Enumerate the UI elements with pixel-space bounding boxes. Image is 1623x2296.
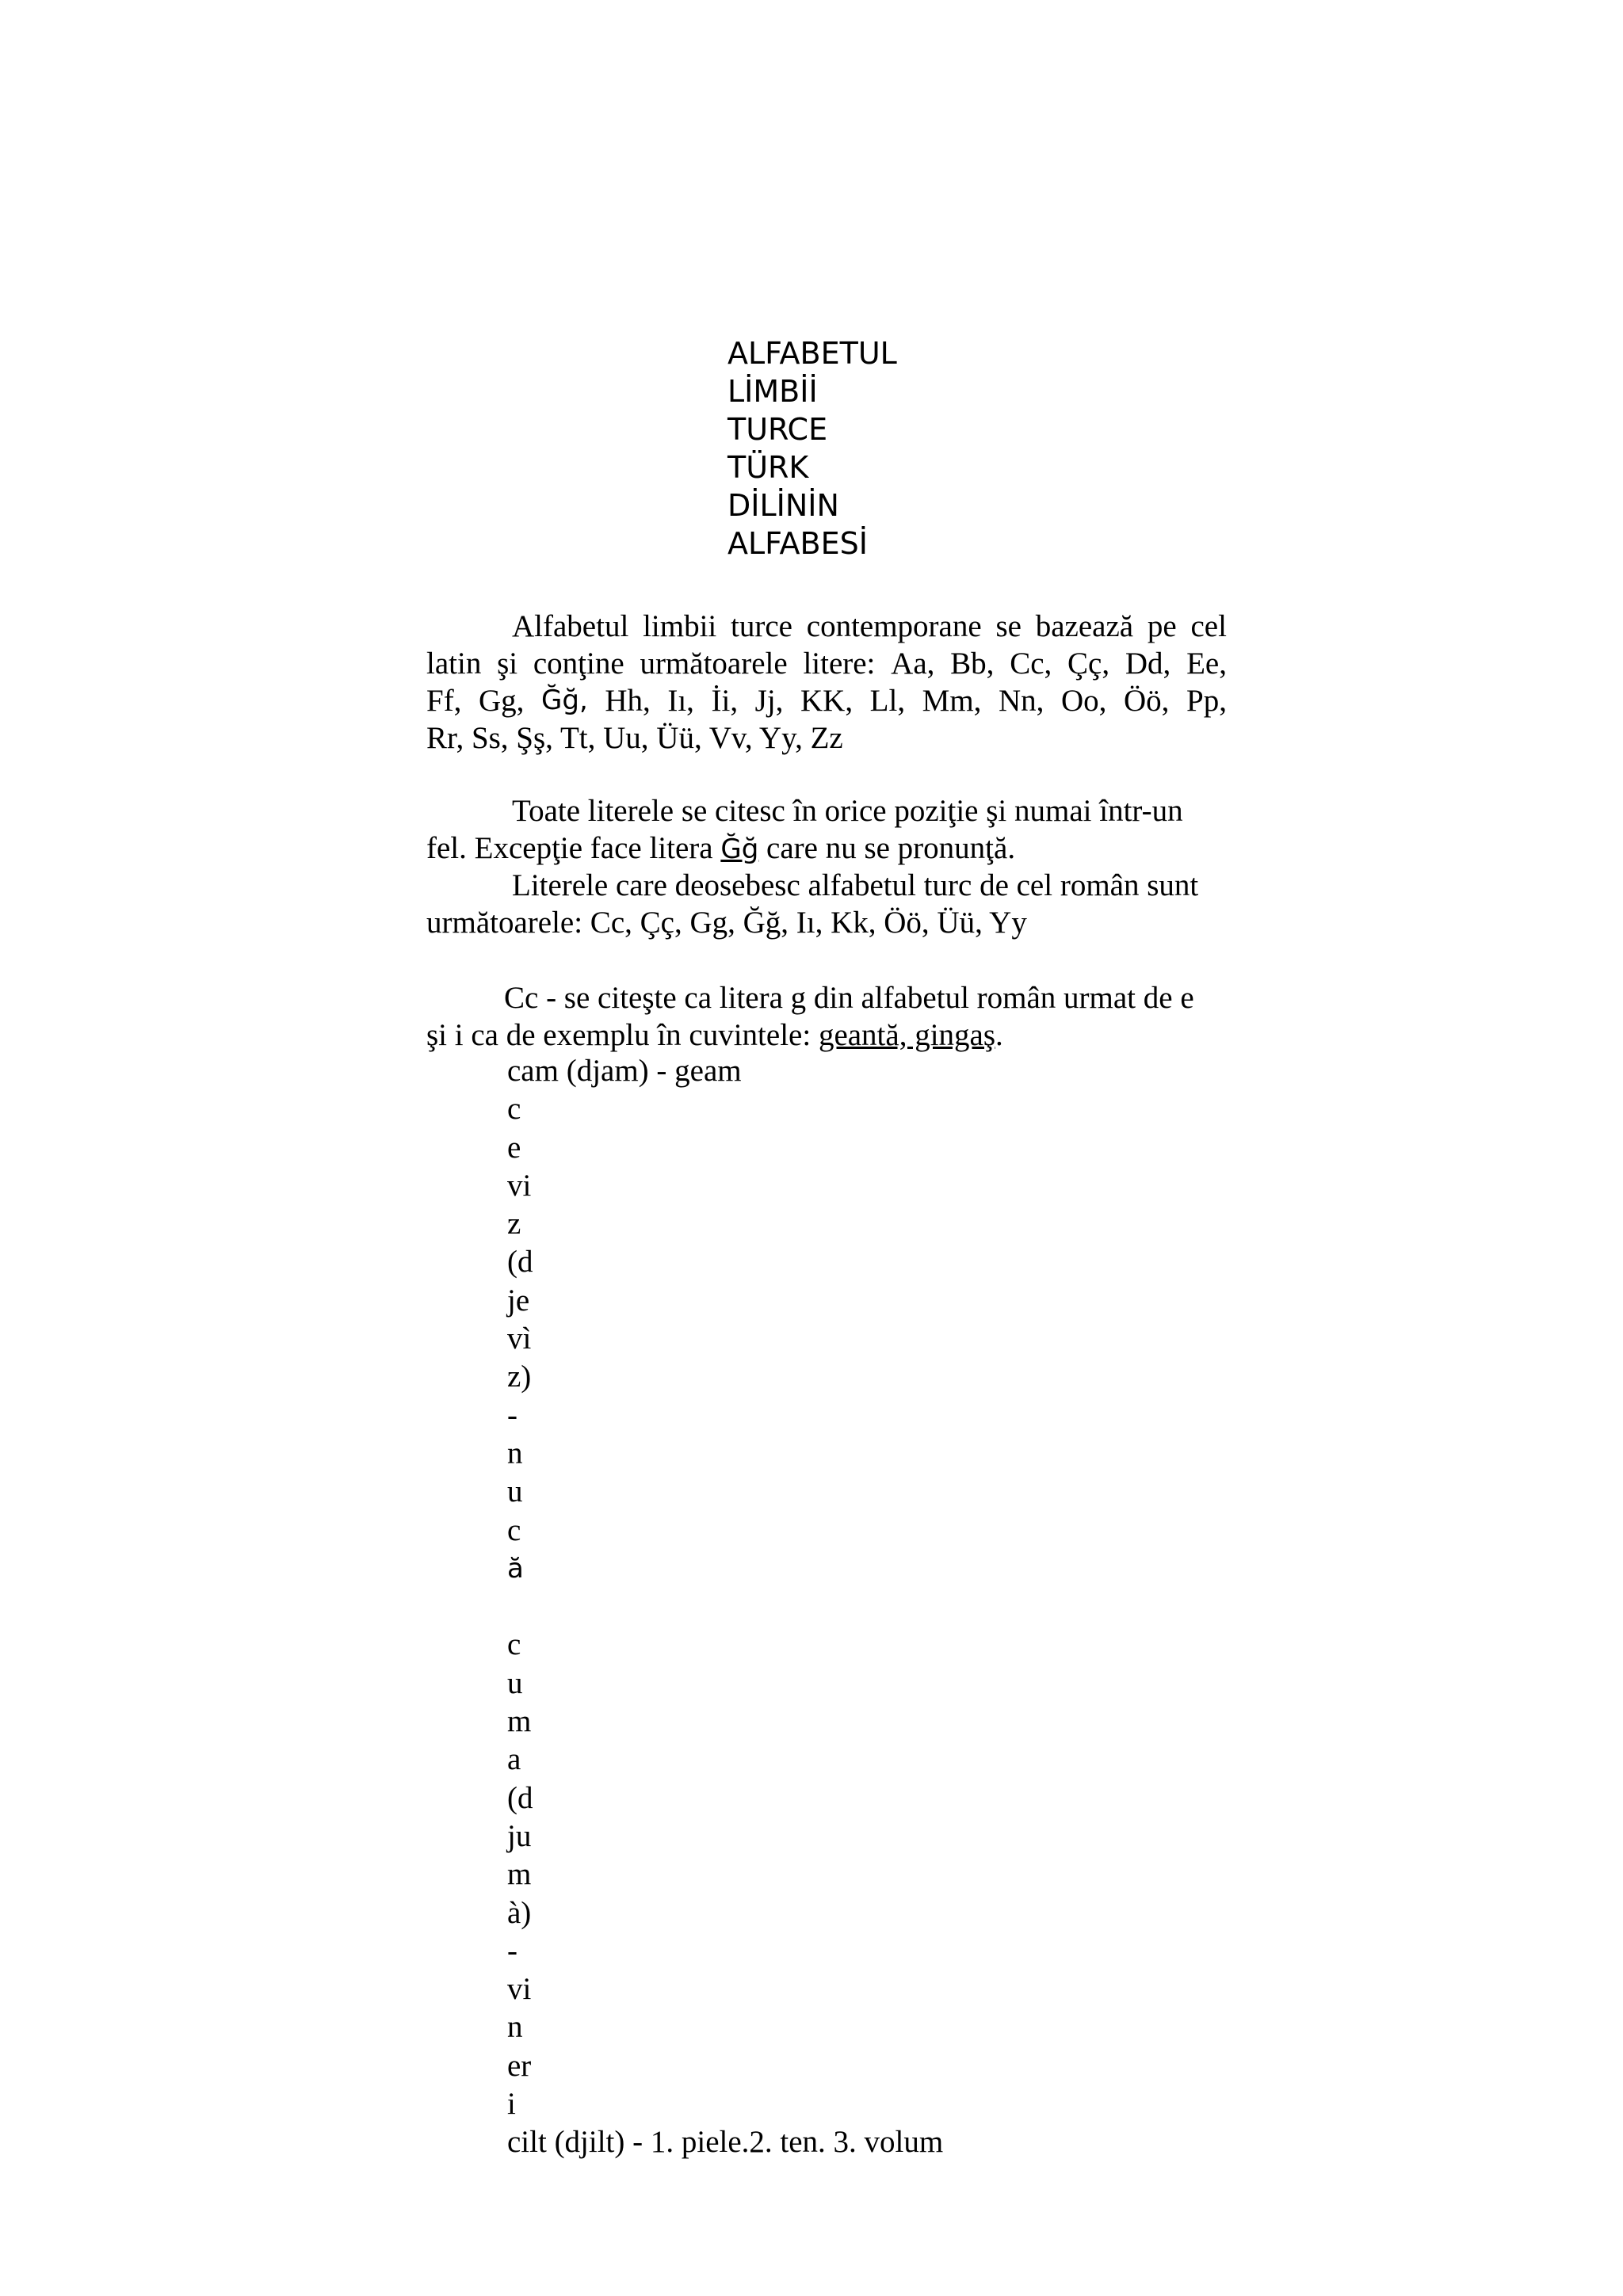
intro-line-2 bbox=[426, 645, 1227, 682]
word-fragment: je bbox=[507, 1283, 530, 1318]
intro-line-1 bbox=[426, 608, 1227, 645]
intro-word: Ll, bbox=[869, 684, 906, 718]
word-fragment bbox=[507, 1588, 943, 1626]
intro-word: turce bbox=[731, 609, 792, 643]
word-fragment: - bbox=[507, 1398, 517, 1432]
word-fragment: a bbox=[507, 1742, 521, 1777]
word-fragment: u bbox=[507, 1474, 523, 1509]
word-entry-cilt: cilt (djilt) - 1. piele.2. ten. 3. volum bbox=[507, 2125, 944, 2160]
intro-word: Pp, bbox=[1186, 684, 1227, 718]
intro-word: Jj, bbox=[754, 684, 784, 718]
intro-paragraph bbox=[426, 608, 1227, 757]
intro-word: cel bbox=[1190, 609, 1227, 643]
example-words: geantă, gingaş bbox=[818, 1018, 996, 1052]
word-fragment: (d bbox=[507, 1245, 533, 1280]
word-fragment: ă bbox=[507, 1552, 524, 1585]
intro-word: Cc, bbox=[1010, 646, 1052, 681]
rules-line-2 bbox=[426, 830, 1227, 867]
intro-word: se bbox=[995, 609, 1022, 643]
rules-line-2-end: care nu se pronunţă. bbox=[758, 831, 1016, 865]
word-fragment: n bbox=[507, 2010, 523, 2045]
intro-word: Oo, bbox=[1061, 684, 1107, 718]
intro-line-3 bbox=[426, 682, 1227, 719]
cc-line-1-end: din alfabetul român urmat de e bbox=[806, 981, 1194, 1015]
intro-word: bazează bbox=[1035, 609, 1134, 643]
rules-line-3: Literele care deosebesc alfabetul turc de cel român sunt bbox=[512, 868, 1199, 902]
intro-word: Ee, bbox=[1186, 646, 1227, 681]
title-line: DİLİNİN bbox=[727, 488, 839, 523]
intro-word: Gg, bbox=[479, 684, 525, 718]
word-fragment: à) bbox=[507, 1895, 532, 1930]
word-fragment: z bbox=[507, 1207, 521, 1241]
title-line: ALFABESİ bbox=[727, 526, 868, 561]
word-fragment: (d bbox=[507, 1780, 533, 1815]
intro-word: Nn, bbox=[999, 684, 1044, 718]
intro-word: Öö, bbox=[1124, 684, 1170, 718]
intro-word: Bb, bbox=[950, 646, 995, 681]
word-fragment: e bbox=[507, 1130, 521, 1165]
word-fragment: z) bbox=[507, 1360, 532, 1394]
word-fragment: m bbox=[507, 1857, 532, 1892]
intro-word: litere: bbox=[803, 646, 876, 681]
word-fragment: m bbox=[507, 1704, 532, 1739]
intro-word: limbii bbox=[643, 609, 717, 643]
rules-line-1: Toate literele se citesc în orice poziţie şi numai într-un bbox=[512, 794, 1183, 828]
word-fragment: u bbox=[507, 1665, 523, 1700]
word-entry-cam: cam (djam) - geam bbox=[507, 1054, 742, 1088]
intro-word: Dd, bbox=[1125, 646, 1171, 681]
word-fragment: er bbox=[507, 2048, 532, 2083]
word-list bbox=[507, 1052, 943, 2162]
intro-word: Mm, bbox=[922, 684, 982, 718]
intro-word: İi, bbox=[711, 684, 739, 718]
cc-line-1 bbox=[426, 979, 1227, 1016]
rules-paragraph bbox=[426, 792, 1227, 941]
intro-word: contemporane bbox=[806, 609, 982, 643]
word-fragment: c bbox=[507, 1512, 521, 1547]
intro-word: şi bbox=[497, 646, 518, 681]
intro-word: Hh, bbox=[605, 684, 651, 718]
word-fragment: i bbox=[507, 2087, 516, 2122]
intro-word: conţine bbox=[533, 646, 624, 681]
intro-word: următoarele bbox=[640, 646, 788, 681]
intro-line-4: Rr, Ss, Şş, Tt, Uu, Üü, Vv, Yy, Zz bbox=[426, 721, 843, 755]
rules-line-4: următoarele: Cc, Çç, Gg, Ğğ, Iı, Kk, Öö, Üü, Yy bbox=[426, 906, 1027, 940]
word-fragment: c bbox=[507, 1627, 521, 1662]
intro-word: KK, bbox=[800, 684, 854, 718]
word-fragment: - bbox=[507, 1933, 517, 1968]
title-line: TÜRK bbox=[727, 450, 809, 485]
cc-line-1-start: Cc - se citeşte ca litera bbox=[504, 981, 791, 1015]
word-fragment: c bbox=[507, 1092, 521, 1127]
title-line: ALFABETUL bbox=[727, 336, 897, 371]
cc-line-2-start: şi i ca de exemplu în cuvintele: bbox=[426, 1018, 819, 1052]
page-title bbox=[727, 334, 897, 563]
intro-word: Ğğ, bbox=[541, 685, 588, 716]
word-fragment: n bbox=[507, 1436, 523, 1470]
letter-g: g bbox=[790, 981, 807, 1015]
title-line: LİMBİİ bbox=[727, 374, 818, 409]
intro-word: Iı, bbox=[667, 684, 694, 718]
title-line: TURCE bbox=[727, 412, 828, 447]
rules-line-2-start: fel. Excepţie face litera bbox=[426, 831, 721, 865]
cc-line-2-end: . bbox=[995, 1018, 1003, 1052]
intro-word: latin bbox=[426, 646, 482, 681]
word-fragment: vi bbox=[507, 1972, 532, 2007]
word-fragment: vì bbox=[507, 1322, 532, 1356]
word-fragment: ju bbox=[507, 1818, 532, 1853]
intro-word: Alfabetul bbox=[512, 609, 629, 643]
silent-letter: Ğğ bbox=[720, 833, 759, 865]
intro-word: Ff, bbox=[426, 684, 462, 718]
intro-word: pe bbox=[1147, 609, 1177, 643]
cc-paragraph bbox=[426, 979, 1227, 1054]
intro-word: Çç, bbox=[1067, 646, 1110, 681]
cc-line-2 bbox=[426, 1016, 1227, 1054]
word-fragment: vi bbox=[507, 1168, 532, 1203]
intro-word: Aa, bbox=[891, 646, 935, 681]
